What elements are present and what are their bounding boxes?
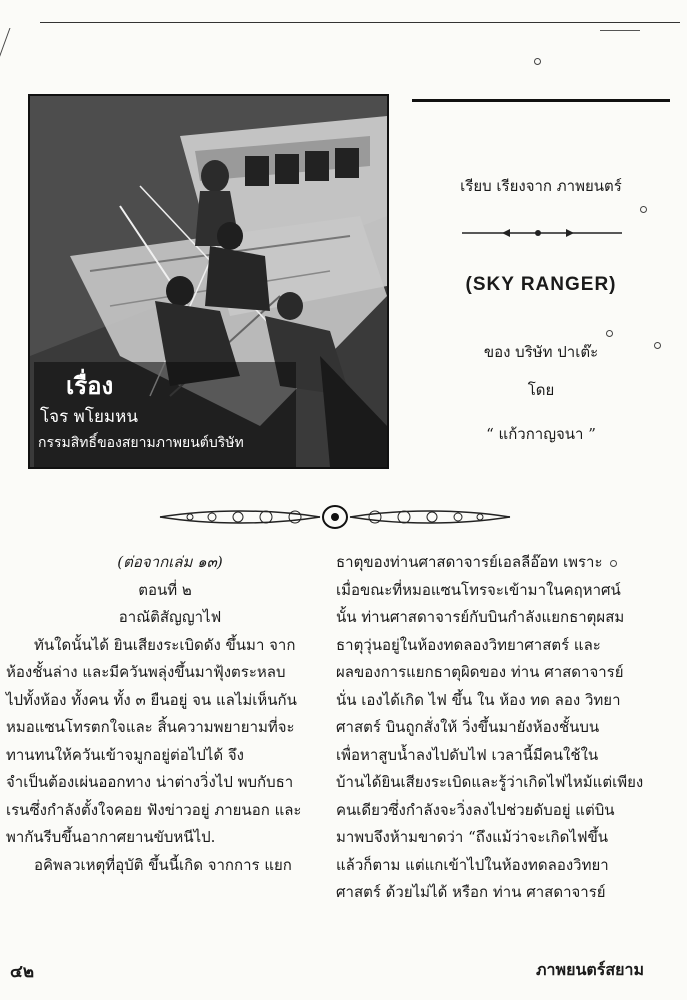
movie-still-photo	[28, 94, 389, 469]
caption-rights: กรรมสิทธิ์ของสยามภาพยนต์บริษัท	[38, 435, 244, 451]
source-line: เรียบ เรียงจาก ภาพยนตร์	[460, 177, 622, 195]
text-line: ศาสตร์ บินถูกสั่งให้ วิ่งขึ้นมายังห้องชั้นบน	[336, 718, 600, 736]
magazine-name: ภาพยนตร์สยาม	[536, 960, 645, 979]
section-title: อาณัติสัญญาไฟ	[118, 608, 222, 626]
text-line: ธาตุวุ่นอยู่ในห้องทดลองวิทยาศาสตร์ และ	[336, 635, 601, 654]
text-line: ห้องชั้นล่าง และมีควันพลุ่งขึ้นมาฟุ้งตระหลบ	[6, 663, 286, 681]
corner-mark	[0, 28, 24, 58]
print-speck	[606, 330, 613, 337]
top-rule	[40, 22, 680, 23]
continued-note: (ต่อจากเล่ม ๑๓)	[117, 553, 223, 571]
header-rule	[412, 99, 670, 102]
print-speck	[534, 58, 541, 65]
episode-heading: ตอนที่ ๒	[138, 580, 192, 599]
text-line: ไปทั้งห้อง ทั้งคน ทั้ง ๓ ยืนอยู่ จน แลไม่เห็นกัน	[6, 690, 297, 709]
text-line: คนเดียวซึ่งกำลังจะวิ่งลงไปช่วยดับอยู่ แต่บิน	[336, 800, 615, 819]
text-line: บ้านได้ยินเสียงระเบิดและรู้ว่าเกิดไฟไหม้แต่เพียง	[336, 773, 644, 791]
text-line: ทานทนให้ควันเข้าจมูกอยู่ต่อไปได้ จึง	[6, 745, 244, 764]
text-line: หมอแซนโทรตกใจและ สิ้นความพยายามที่จะ	[6, 718, 295, 736]
text-line: อคิพลวเหตุที่อุบัติ ขึ้นนี้เกิด จากการ แยก	[34, 855, 292, 874]
left-column	[6, 549, 324, 879]
caption-author: โจร พโยมหน	[40, 407, 138, 427]
text-line: ธาตุของท่านศาสดาจารย์เอลลีอ๊อท เพราะ	[336, 553, 603, 571]
ornamental-divider	[150, 505, 520, 529]
page-number: ๔๒	[10, 962, 35, 982]
company-line: ของ บริษัท ปาเต๊ะ	[483, 343, 599, 361]
text-line: เรนซึ่งกำลังตั้งใจคอย ฟังข่าวอยู่ ภายนอก และ	[6, 800, 302, 819]
text-line: เพื่อหาสูบน้ำลงไปดับไฟ เวลานี้มีคนใช้ใน	[336, 745, 599, 764]
text-line: ทันใดนั้นได้ ยินเสียงระเบิดดัง ขึ้นมา จาก	[34, 635, 296, 654]
text-line: นั่น เองได้เกิด ไฟ ขึ้น ใน ห้อง ทด ลอง วิทยา	[336, 690, 621, 709]
top-rule-fragment	[600, 30, 640, 31]
print-speck	[610, 560, 617, 567]
print-speck	[640, 206, 647, 213]
caption-title: เรื่อง	[66, 371, 114, 400]
text-line: มาพบจึงห้ามขาดว่า “ถึงแม้ว่าจะเกิดไฟขึ้น	[336, 828, 609, 846]
english-title: (SKY RANGER)	[465, 274, 617, 295]
text-line: ผลของการแยกธาตุผิดของ ท่าน ศาสดาจารย์	[336, 663, 624, 681]
text-line: จำเป็นต้องเผ่นออกทาง น่าต่างวิ่งไป พบกับธา	[6, 773, 294, 791]
by-label: โดย	[527, 381, 555, 399]
right-column	[336, 549, 680, 907]
arrow-ornament	[462, 228, 622, 238]
print-speck	[654, 342, 661, 349]
text-line: ศาสตร์ ด้วยไม่ได้ หรือก ท่าน ศาสดาจารย์	[336, 883, 606, 901]
text-line: พากันรีบขึ้นอากาศยานขับหนีไป.	[6, 828, 216, 846]
text-line: เมื่อขณะที่หมอแซนโทรจะเข้ามาในคฤหาศน์	[336, 580, 621, 599]
text-line: แล้วก็ตาม แต่แกเข้าไปในห้องทดลองวิทยา	[336, 855, 609, 874]
text-line: นั้น ท่านศาสดาจารย์กับบินกำลังแยกธาตุผสม	[336, 608, 625, 626]
author-name: “ แก้วกาญจนา ”	[486, 425, 596, 443]
